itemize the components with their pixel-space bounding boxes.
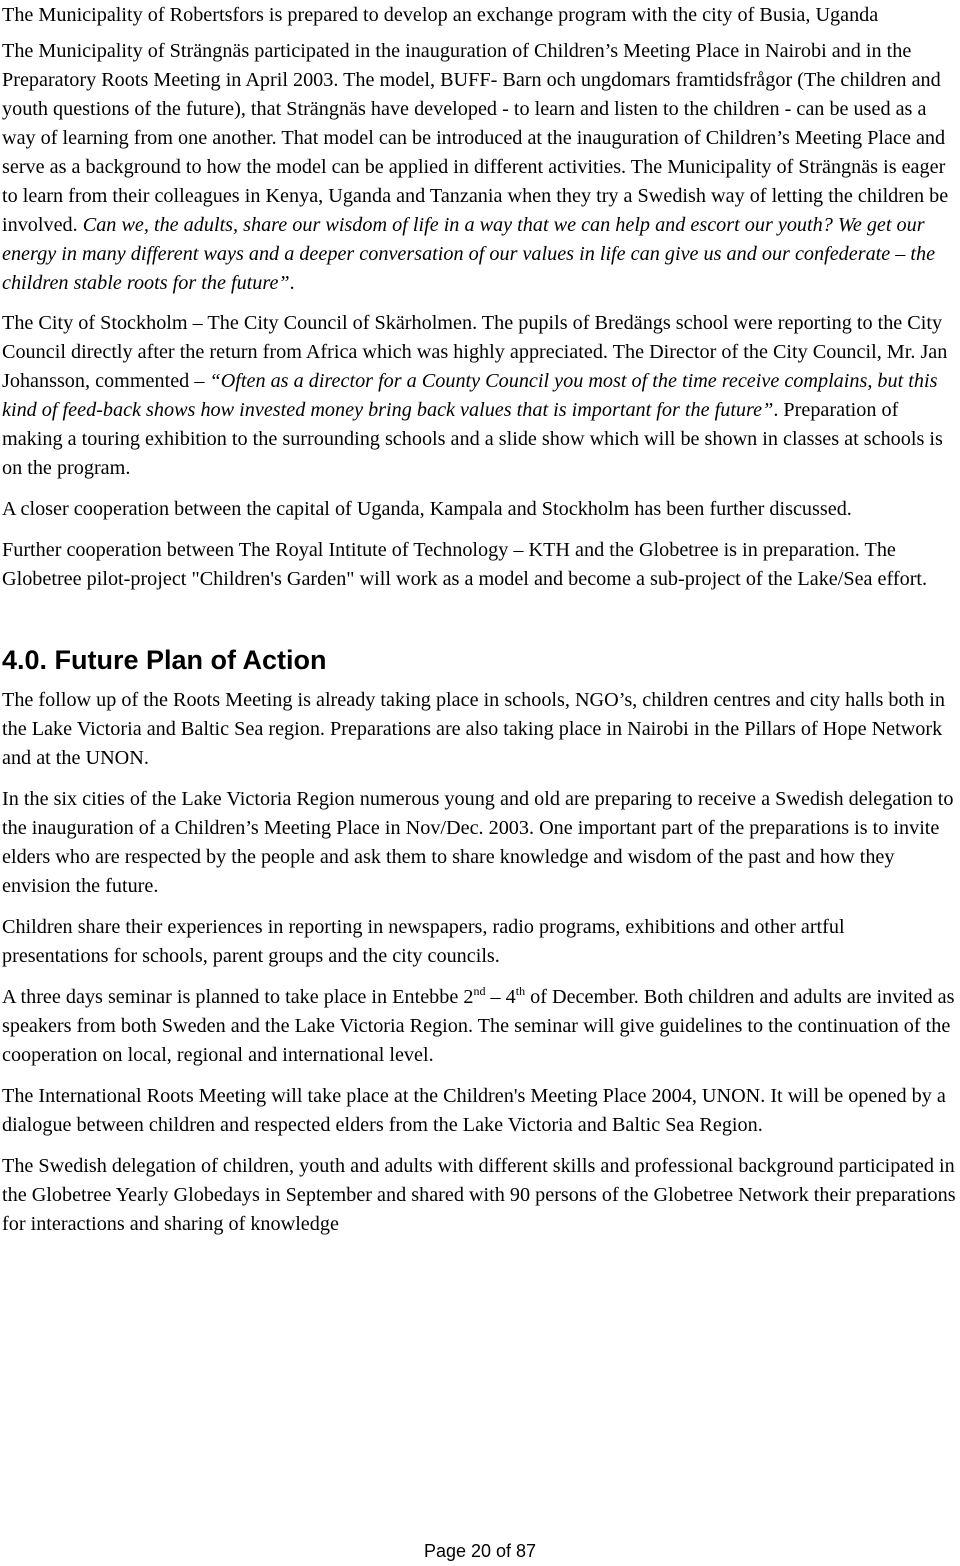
strangnas-quote: Can we, the adults, share our wisdom of life in a way that we can help and escort our youth? We get our energy in many different ways and a deeper conversation of our values in life can give us and our confederate – the children stable roots for the future” (2, 214, 936, 294)
paragraph-follow-up: The follow up of the Roots Meeting is already taking place in schools, NGO’s, children centres and city halls both in the Lake Victoria and Baltic Sea region. Preparations are also taking place in Nairobi in the Pillars of Hope Network and at the UNON. (2, 689, 945, 769)
seminar-text-c: of December. Both children and adults are invited as speakers from both Sweden and the Lake Victoria Region. The seminar will give guidelines to the continuation of the cooperation on local, regional and international level. (2, 986, 955, 1066)
strangnas-quote-end: . (289, 272, 295, 294)
paragraph-kampala: A closer cooperation between the capital of Uganda, Kampala and Stockholm has been further discussed. (2, 498, 852, 520)
strangnas-text: The Municipality of Strängnäs participated in the inauguration of Children’s Meeting Place in Nairobi and in the Preparatory Roots Meeting in April 2003. The model, BUFF- Barn och ungdomars framtidsfrågor (The children and youth questions of the future), that Strängnäs have developed - to learn and listen to the children - can be used as a way of learning from one another. That model can be introduced at the inauguration of Children’s Meeting Place and serve as a background to how the model can be applied in different activities. The Municipality of Strängnäs is eager to learn from their colleagues in Kenya, Uganda and Tanzania when they try a Swedish way of letting the children be involved. (2, 40, 949, 236)
paragraph-children-share: Children share their experiences in reporting in newspapers, radio programs, exhibitions and other artful presentations for schools, parent groups and the city councils. (2, 916, 845, 967)
seminar-text-b: – 4 (485, 986, 516, 1008)
section-heading: 4.0. Future Plan of Action (2, 645, 327, 675)
paragraph-robertsfors: The Municipality of Robertsfors is prepared to develop an exchange program with the city of Busia, Uganda (2, 4, 879, 26)
superscript-nd: nd (473, 984, 486, 998)
paragraph-six-cities: In the six cities of the Lake Victoria Region numerous young and old are preparing to receive a Swedish delegation to the inauguration of a Children’s Meeting Place in Nov/Dec. 2003. One important part of the preparations is to invite elders who are respected by the people and ask them to share knowledge and wisdom of the past and how they envision the future. (2, 788, 954, 897)
document-page (0, 1, 960, 1566)
paragraph-stockholm (2, 309, 956, 483)
stockholm-quote: “Often as a director for a County Council you most of the time receive complains, but this kind of feed-back shows how invested money bring back values that is important for the future” (2, 370, 938, 421)
stockholm-text: The City of Stockholm – The City Council of Skärholmen. The pupils of Bredängs school were reporting to the City Council directly after the return from Africa which was highly appreciated. The Director of the City Council, Mr. Jan Johansson, commented – (2, 312, 948, 392)
paragraph-strangnas (2, 37, 956, 298)
superscript-th: th (515, 984, 526, 998)
paragraph-seminar (2, 983, 956, 1070)
paragraph-kth: Further cooperation between The Royal Intitute of Technology – KTH and the Globetree is in preparation. The Globetree pilot-project "Children's Garden" will work as a model and become a sub-project of the Lake/Sea effort. (2, 539, 928, 590)
seminar-text-a: A three days seminar is planned to take place in Entebbe 2 (2, 986, 474, 1008)
paragraph-international-roots: The International Roots Meeting will take place at the Children's Meeting Place 2004, UNON. It will be opened by a dialogue between children and respected elders from the Lake Victoria and Baltic Sea Region. (2, 1085, 946, 1136)
paragraph-swedish-delegation: The Swedish delegation of children, youth and adults with different skills and professional background participated in the Globetree Yearly Globedays in September and shared with 90 persons of the Globetree Network their preparations for interactions and sharing of knowledge (2, 1155, 956, 1235)
page-number-footer: Page 20 of 87 (423, 1541, 537, 1561)
stockholm-text-end: . Preparation of making a touring exhibition to the surrounding schools and a slide show which will be shown in classes at schools is on the program. (2, 399, 943, 479)
